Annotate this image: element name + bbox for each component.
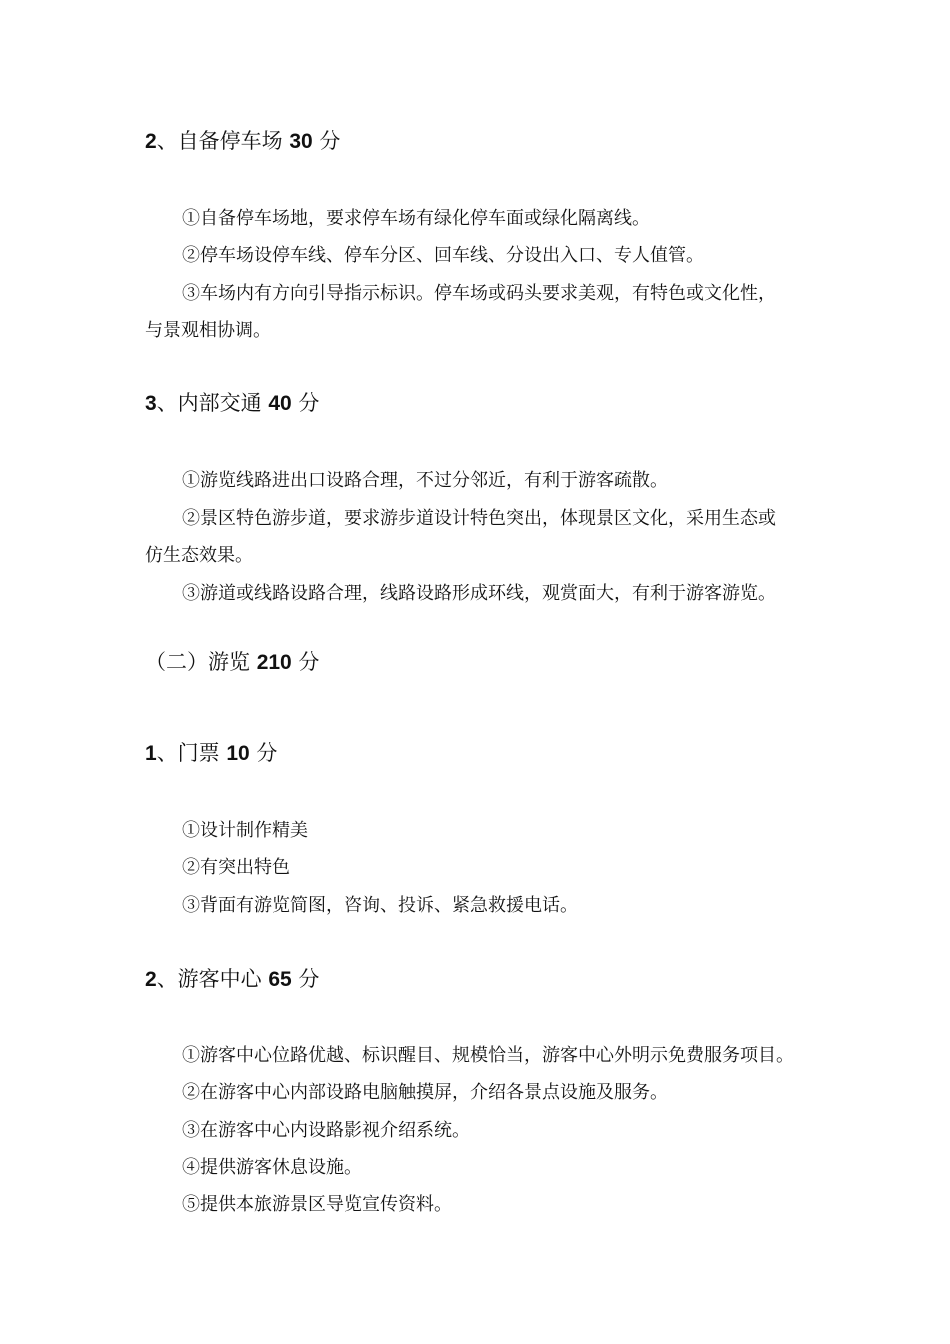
heading-unit: 分 [291,391,320,415]
paragraph-line: 仿生态效果。 [145,545,253,566]
paragraph-line: ⑤提供本旅游景区导览宣传资料。 [182,1194,452,1215]
paragraph-line: ①自备停车场地，要求停车场有绿化停车面或绿化隔离线。 [182,208,650,229]
heading-score: 40 [268,392,292,415]
heading-title: （二）游览 [145,650,257,674]
paragraph-line: ②景区特色游步道，要求游步道设计特色突出，体现景区文化，采用生态或 [182,508,776,529]
heading-title: 、自备停车场 [156,129,290,153]
section-heading-visitor-center [145,969,319,990]
paragraph-line: ③车场内有方向引导指示标识。停车场或码头要求美观，有特色或文化性， [182,283,776,304]
section-heading-parking [145,131,340,152]
heading-title: 、游客中心 [156,967,269,991]
heading-score: 30 [289,130,313,153]
heading-score: 10 [226,742,250,765]
heading-unit: 分 [312,129,341,153]
paragraph-line: ①设计制作精美 [182,820,308,841]
paragraph-line: ②停车场设停车线、停车分区、回车线、分设出入口、专人值管。 [182,245,704,266]
heading-score: 65 [268,968,292,991]
heading-number: 1 [145,742,157,765]
heading-title: 、内部交通 [156,391,269,415]
paragraph-line: ③背面有游览简图，咨询、投诉、紧急救援电话。 [182,895,578,916]
section-heading-tour [145,652,319,673]
heading-unit: 分 [291,650,320,674]
paragraph-line: ②有突出特色 [182,857,290,878]
paragraph-line: ②在游客中心内部设路电脑触摸屏，介绍各景点设施及服务。 [182,1082,668,1103]
section-heading-ticket [145,743,277,764]
heading-number: 2 [145,130,157,153]
paragraph-line: ①游客中心位路优越、标识醒目、规模恰当，游客中心外明示免费服务项目。 [182,1045,794,1066]
heading-title: 、门票 [156,741,227,765]
heading-score: 210 [256,651,292,674]
paragraph-line: 与景观相协调。 [145,320,271,341]
heading-number: 3 [145,392,157,415]
heading-unit: 分 [291,967,320,991]
paragraph-line: ①游览线路进出口设路合理，不过分邻近，有利于游客疏散。 [182,470,668,491]
paragraph-line: ③游道或线路设路合理，线路设路形成环线，观赏面大，有利于游客游览。 [182,583,776,604]
heading-number: 2 [145,968,157,991]
paragraph-line: ④提供游客休息设施。 [182,1157,362,1178]
section-heading-traffic [145,393,319,414]
heading-unit: 分 [249,741,278,765]
paragraph-line: ③在游客中心内设路影视介绍系统。 [182,1120,470,1141]
